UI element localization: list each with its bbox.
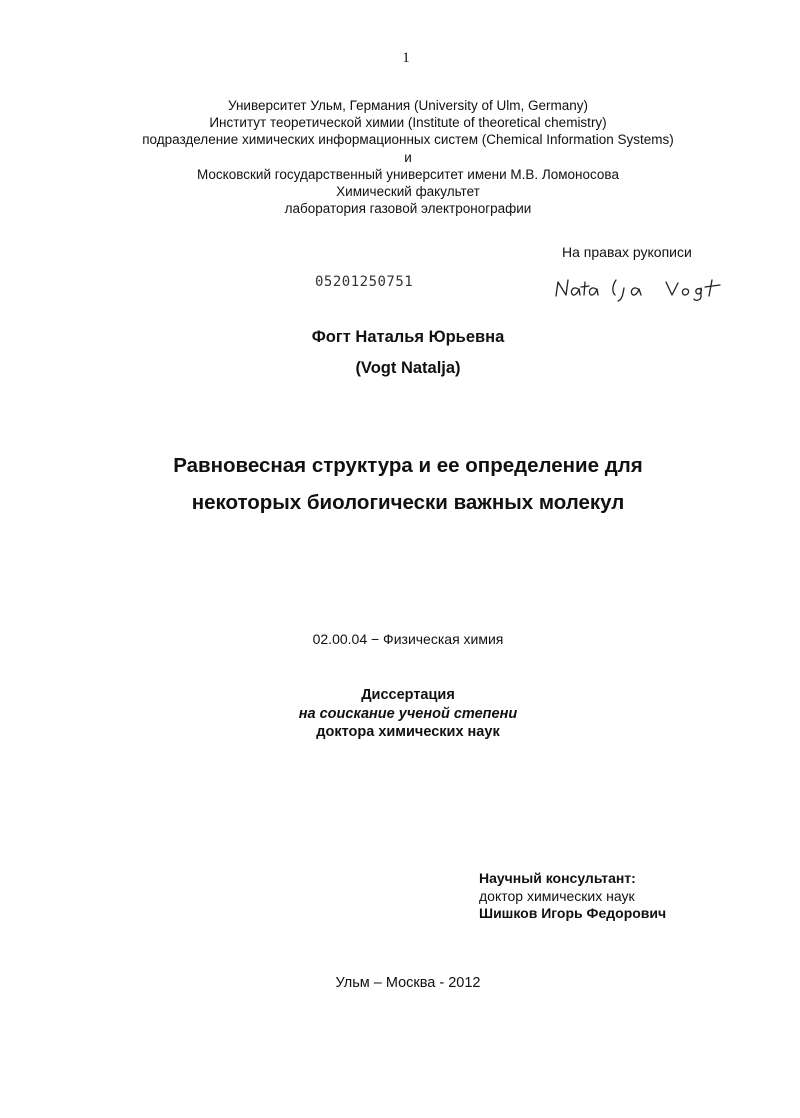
page-number: 1 — [402, 50, 410, 66]
affiliation-line: Университет Ульм, Германия (University of Ulm, Germany) — [228, 98, 588, 113]
consultant-label: Научный консультант: — [479, 870, 636, 886]
author-name: Фогт Наталья Юрьевна — [311, 328, 505, 346]
title-line: некоторых биологически важных молекул — [191, 491, 625, 514]
consultant-name: Шишков Игорь Федорович — [479, 905, 667, 921]
affiliation-line: Московский государственный университет имени М.В. Ломоносова — [197, 166, 619, 182]
degree-line-applying: на соискание ученой степени — [298, 705, 518, 722]
degree-line-doctor: доктора химических наук — [316, 724, 500, 740]
document-code: 05201250751 — [315, 274, 414, 290]
specialty-code: 02.00.04 − Физическая химия — [312, 631, 504, 647]
affiliation-line: лаборатория газовой электронографии — [284, 201, 532, 217]
consultant-block — [479, 870, 666, 923]
affiliation-line: Химический факультет — [336, 184, 480, 200]
place-year: Ульм – Москва - 2012 — [335, 975, 481, 991]
affiliation-line: Институт теоретической химии (Institute of theoretical chemistry) — [209, 115, 607, 131]
manuscript-note: На правах рукописи — [562, 244, 692, 260]
affiliation-line: подразделение химических информационных систем (Chemical Information Systems) — [142, 132, 674, 148]
affiliation-line: и — [404, 149, 412, 165]
consultant-degree: доктор химических наук — [479, 887, 635, 904]
degree-block — [0, 686, 800, 742]
author-latin-name: (Vogt Natalja) — [355, 359, 461, 377]
title-line: Равновесная структура и ее определение для — [173, 454, 643, 477]
dissertation-title — [0, 447, 800, 521]
handwritten-signature — [552, 270, 732, 304]
affiliations — [0, 97, 800, 217]
degree-line-dissertation: Диссертация — [361, 687, 455, 703]
